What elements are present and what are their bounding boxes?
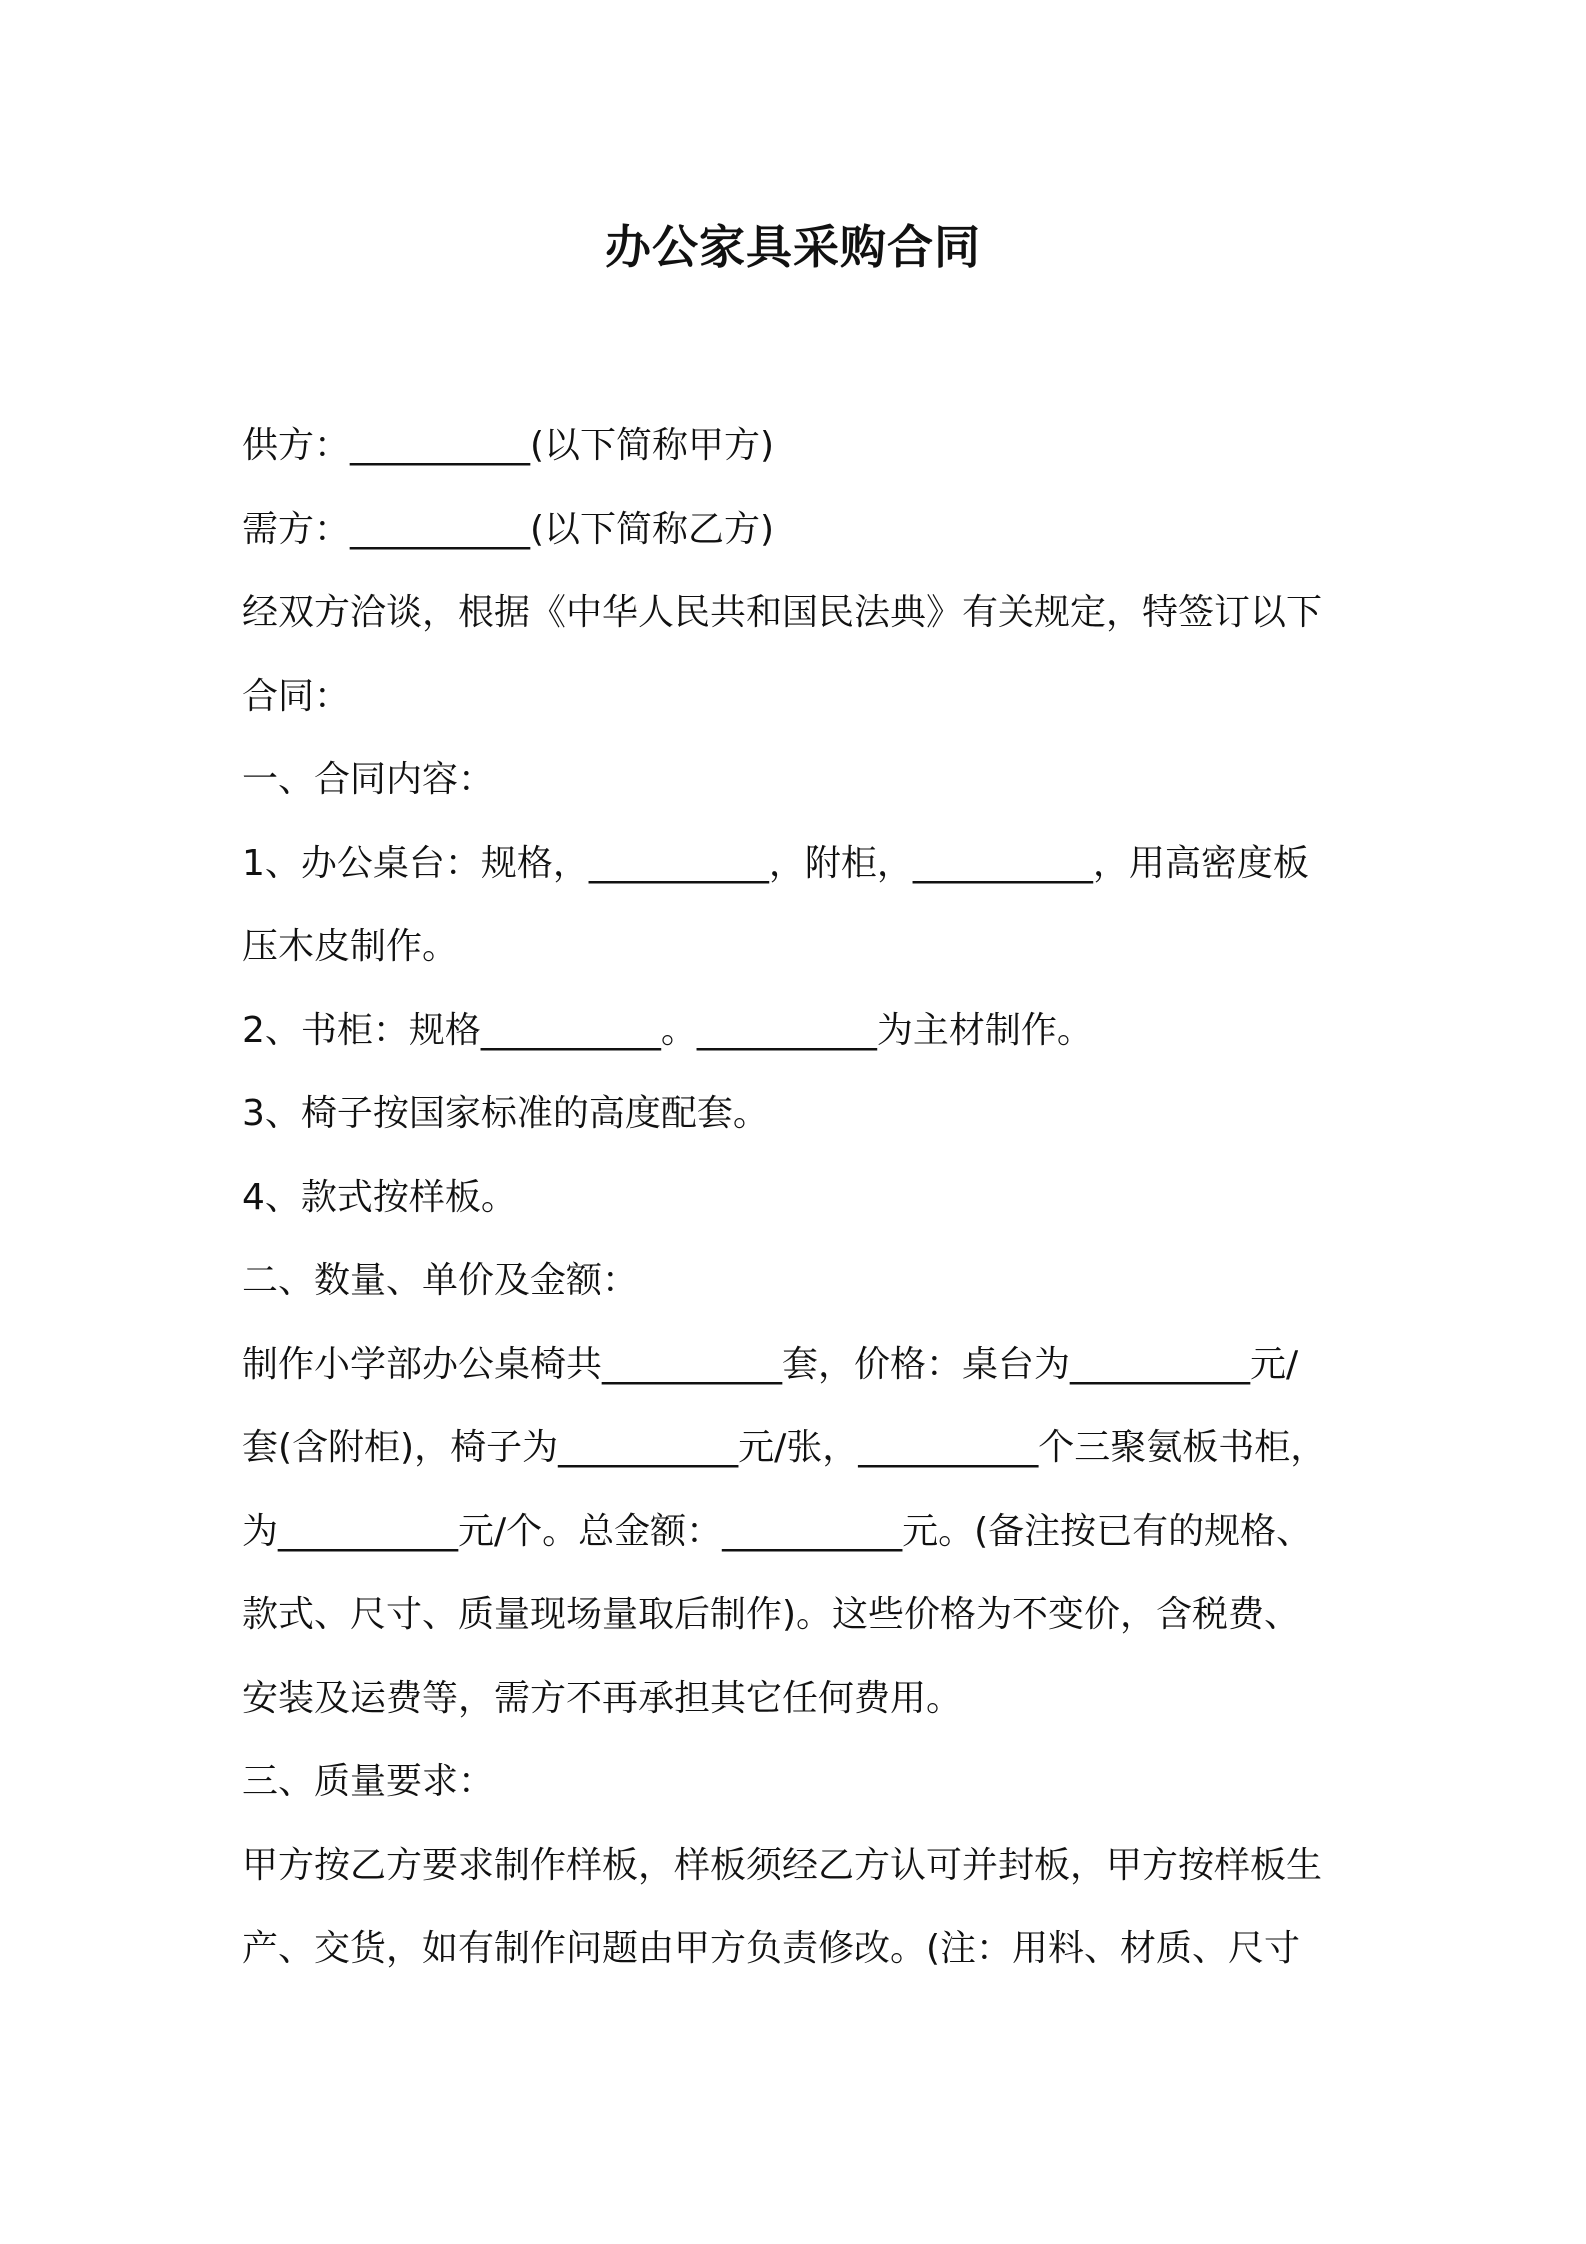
paragraph-line: 套(含附柜)，椅子为__________元/张，__________个三聚氨板书柜， xyxy=(242,1427,1327,1468)
paragraph-line: 产、交货，如有制作问题由甲方负责修改。(注：用料、材质、尺寸 xyxy=(242,1928,1301,1969)
paragraph-line: 甲方按乙方要求制作样板，样板须经乙方认可并封板，甲方按样板生 xyxy=(242,1844,1323,1886)
section-heading: 三、质量要求： xyxy=(242,1761,495,1802)
paragraph-line: 安装及运费等，需方不再承担其它任何费用。 xyxy=(242,1677,963,1719)
preamble-line: 合同： xyxy=(242,675,351,717)
paragraph-line: 制作小学部办公桌椅共__________套，价格：桌台为__________元/ xyxy=(242,1343,1299,1385)
preamble-line: 经双方洽谈，根据《中华人民共和国民法典》有关规定，特签订以下 xyxy=(242,592,1323,633)
clause-line: 4、款式按样板。 xyxy=(242,1176,517,1218)
supplier-line: 供方：__________(以下简称甲方) xyxy=(242,425,775,466)
clause-line: 3、椅子按国家标准的高度配套。 xyxy=(242,1093,769,1134)
document-body xyxy=(242,404,1362,1991)
paragraph-line: 为__________元/个。总金额：__________元。(备注按已有的规格、 xyxy=(242,1510,1313,1552)
buyer-line: 需方：__________(以下简称乙方) xyxy=(242,508,775,550)
clause-line: 2、书柜：规格__________。__________为主材制作。 xyxy=(242,1009,1093,1051)
section-heading: 一、合同内容： xyxy=(242,759,495,800)
document-title: 办公家具采购合同 xyxy=(605,220,981,274)
paragraph-line: 款式、尺寸、质量现场量取后制作)。这些价格为不变价，含税费、 xyxy=(242,1594,1301,1635)
section-heading: 二、数量、单价及金额： xyxy=(242,1260,639,1301)
clause-line: 压木皮制作。 xyxy=(242,926,459,967)
clause-line: 1、办公桌台：规格，__________，附柜，__________，用高密度板 xyxy=(242,842,1309,884)
